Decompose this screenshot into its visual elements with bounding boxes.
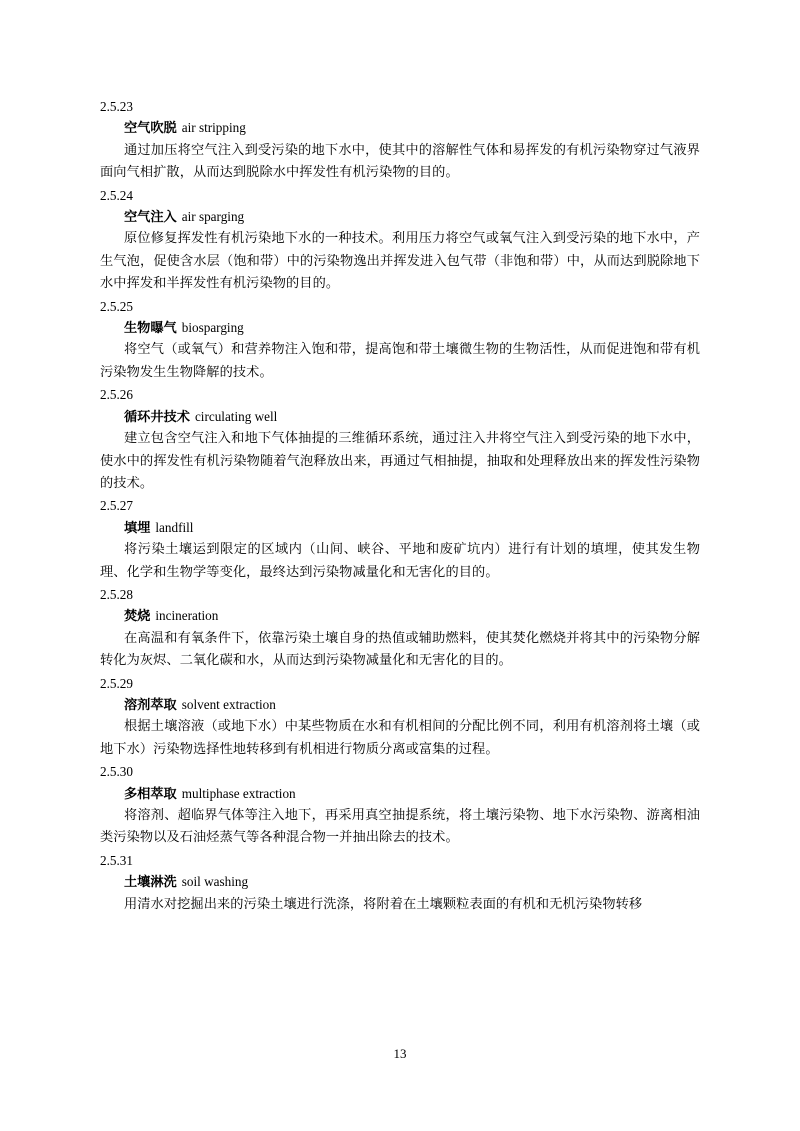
entry-number: 2.5.25 [100, 298, 133, 314]
entry-definition: 根据土壤溶液（或地下水）中某些物质在水和有机相间的分配比例不同，利用有机溶剂将土壤（或地下水）污染物选择性地转移到有机相进行物质分离或富集的过程。 [100, 719, 700, 757]
entry-term [100, 117, 700, 139]
term-chinese: 生物曝气 [124, 321, 177, 337]
term-chinese: 溶剂萃取 [124, 698, 177, 713]
entry-definition: 在高温和有氧条件下，依靠污染土壤自身的热值或辅助燃料，使其焚化燃烧并将其中的污染物分解转化为灰烬、二氧化碳和水，从而达到污染物减量化和无害化的目的。 [100, 630, 700, 669]
entry-number: 2.5.27 [100, 498, 133, 514]
entry-number: 2.5.29 [100, 675, 133, 691]
glossary-entry [100, 584, 700, 673]
entry-number: 2.5.23 [100, 99, 133, 114]
term-english: biosparging [181, 320, 244, 336]
term-english: landfill [155, 519, 194, 535]
entry-term [100, 783, 700, 805]
entry-term [100, 605, 700, 627]
glossary-entry [100, 384, 700, 495]
glossary-entry [100, 673, 700, 762]
entry-term [100, 871, 700, 893]
entry-definition: 原位修复挥发性有机污染地下水的一种技术。利用压力将空气或氧气注入到受污染的地下水中，产生气泡，促使含水层（饱和带）中的污染物逸出并挥发进入包气带（非饱和带）中，从而达到脱除地下水中挥发和半挥发性有机污染物的目的。 [100, 231, 700, 292]
entry-term [100, 317, 700, 339]
entry-definition: 将溶剂、超临界气体等注入地下，再采用真空抽提系统，将土壤污染物、地下水污染物、游离相油类污染物以及石油烃蒸气等各种混合物一并抽出除去的技术。 [100, 808, 700, 846]
entry-definition: 将空气（或氧气）和营养物注入饱和带，提高饱和带土壤微生物的生物活性，从而促进饱和带有机污染物发生生物降解的技术。 [100, 342, 700, 380]
term-chinese: 多相萃取 [124, 786, 177, 802]
term-chinese: 焚烧 [124, 609, 151, 625]
entry-term [100, 406, 700, 428]
entry-number: 2.5.24 [100, 187, 133, 203]
term-chinese: 循环井技术 [124, 409, 190, 425]
term-chinese: 空气注入 [124, 210, 177, 225]
glossary-entry [100, 495, 700, 584]
term-chinese: 土壤淋洗 [124, 875, 177, 891]
entry-definition: 建立包含空气注入和地下气体抽提的三维循环系统，通过注入井将空气注入到受污染的地下水中，使水中的挥发性有机污染物随着气泡释放出来，再通过气相抽提，抽取和处理释放出来的挥发性污染物的技术。 [100, 431, 700, 491]
entry-definition: 将污染土壤运到限定的区域内（山间、峡谷、平地和废矿坑内）进行有计划的填埋，使其发生物理、化学和生物学等变化，最终达到污染物减量化和无害化的目的。 [100, 542, 700, 580]
glossary-entry [100, 761, 700, 850]
entry-definition: 用清水对挖掘出来的污染土壤进行洗涤，将附着在土壤颗粒表面的有机和无机污染物转移 [124, 896, 643, 912]
entry-number: 2.5.28 [100, 587, 133, 602]
entry-term [100, 517, 700, 539]
glossary-entry [100, 185, 700, 296]
entry-number: 2.5.30 [100, 764, 133, 780]
term-chinese: 填埋 [124, 520, 151, 536]
glossary-entry [100, 850, 700, 916]
entry-definition: 通过加压将空气注入到受污染的地下水中，使其中的溶解性气体和易挥发的有机污染物穿过气液界面向气相扩散，从而达到脱除水中挥发性有机污染物的目的。 [100, 142, 700, 181]
entry-number: 2.5.31 [100, 852, 133, 868]
entry-term [100, 694, 700, 716]
term-english: solvent extraction [181, 697, 276, 712]
term-chinese: 空气吹脱 [124, 121, 177, 137]
term-english: soil washing [181, 874, 249, 890]
glossary-entry [100, 296, 700, 385]
entry-term [100, 206, 700, 228]
entry-number: 2.5.26 [100, 387, 133, 403]
page-number: 13 [393, 1046, 407, 1061]
term-english: circulating well [194, 408, 278, 424]
glossary-entry [100, 96, 700, 185]
term-english: incineration [155, 608, 219, 624]
term-english: air sparging [181, 209, 245, 224]
term-english: air stripping [181, 120, 246, 136]
term-english: multiphase extraction [181, 785, 296, 801]
